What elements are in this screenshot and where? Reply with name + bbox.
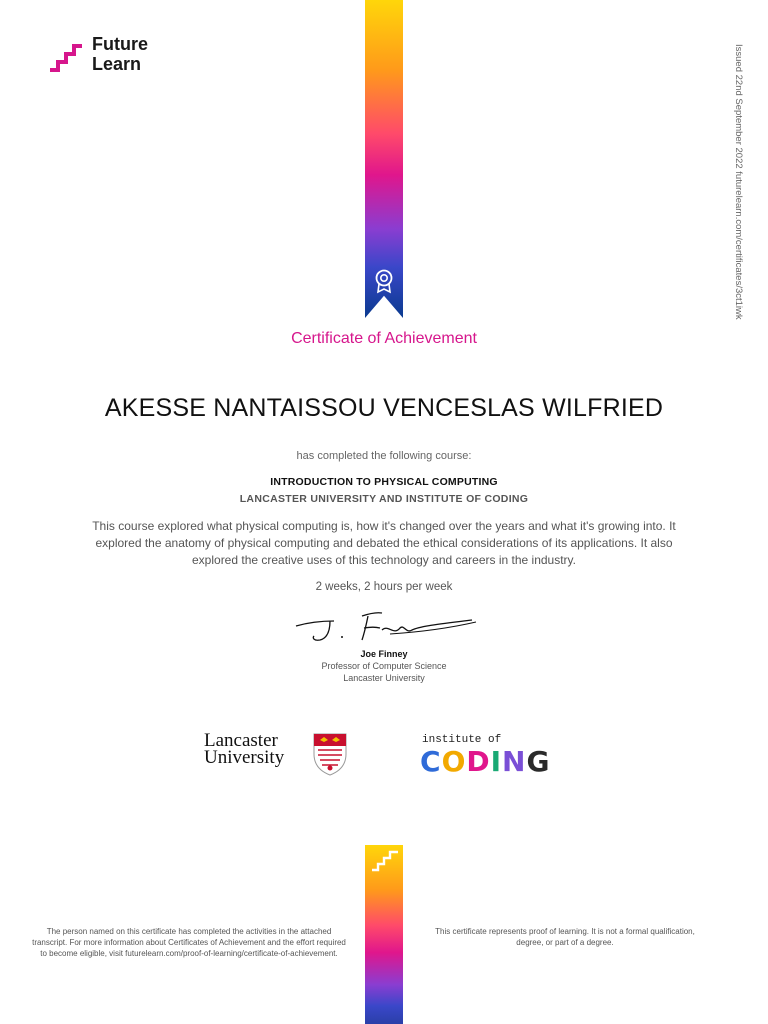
ioc-letter-o: O (441, 745, 467, 778)
ioc-wordmark (420, 746, 550, 778)
ioc-top-text: institute of (422, 734, 502, 746)
ioc-letter-g: G (526, 745, 551, 778)
lancaster-university-logo (204, 732, 354, 782)
signer-name: Joe Finney (360, 649, 408, 659)
institute-of-coding-logo (420, 734, 595, 782)
ioc-letter-c: C (420, 745, 442, 778)
course-name: INTRODUCTION TO PHYSICAL COMPUTING (270, 476, 498, 488)
logo-text (92, 34, 148, 74)
completed-text: has completed the following course: (296, 450, 472, 462)
footer-eligibility-note: The person named on this certificate has completed the activities in the attached transcript. For more information about Certificates of Achievement and the effort required to become eligible, visit futurelearn.com/proof-of-learning/certificate-of-achievement. (32, 927, 346, 958)
lancaster-line-1: Lancaster (204, 730, 278, 751)
ioc-letter-d: D (466, 745, 491, 778)
lancaster-line-2: University (204, 747, 285, 768)
course-institution: LANCASTER UNIVERSITY AND INSTITUTE OF CODING (239, 493, 529, 505)
logo-line-1: Future (92, 34, 148, 54)
course-description: This course explored what physical computing is, how it's changed over the years and what it's growing into. It explored the anatomy of physical computing and debated the ethical considerations of its applications. It also explored the creative uses of this technology and careers in the industry. (92, 519, 676, 567)
lancaster-shield-icon (312, 732, 348, 776)
futurelearn-logo (48, 34, 168, 78)
signature-image (290, 608, 480, 648)
lancaster-wordmark (204, 732, 284, 766)
ioc-letter-n: N (502, 745, 527, 778)
course-duration: 2 weeks, 2 hours per week (315, 581, 453, 593)
award-icon (372, 268, 396, 294)
footer-proof-note: This certificate represents proof of learning. It is not a formal qualification, degree, or part of a degree. (435, 927, 695, 947)
issued-info: Issued 22nd September 2022 futurelearn.com/certificates/3ct1iwk (733, 44, 744, 320)
recipient-name: AKESSE NANTAISSOU VENCESLAS WILFRIED (104, 394, 664, 422)
ioc-letter-i: I (490, 745, 503, 778)
signer-organization: Lancaster University (343, 673, 425, 683)
stairs-icon (371, 850, 399, 872)
stairs-logo-icon (48, 38, 88, 72)
certificate-title: Certificate of Achievement (291, 330, 477, 347)
signer-title: Professor of Computer Science (321, 661, 447, 671)
logo-line-2: Learn (92, 54, 142, 74)
